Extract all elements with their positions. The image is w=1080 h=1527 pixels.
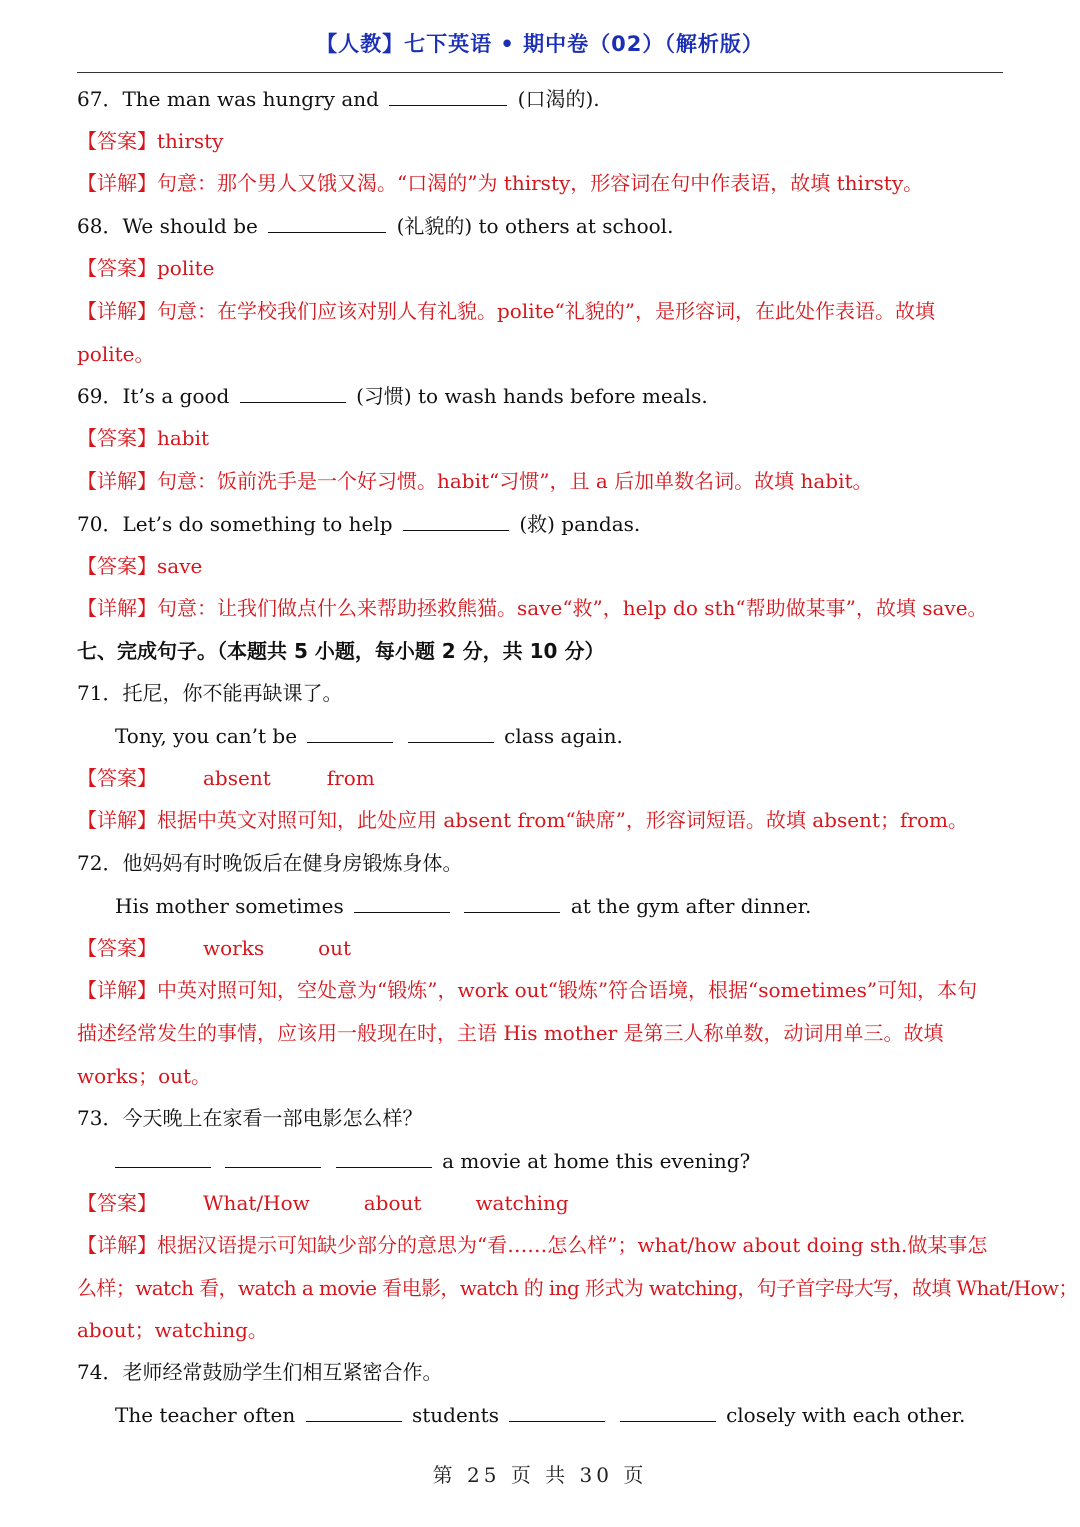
answer-blank (389, 85, 507, 106)
answer-tag: 【答案】 (77, 766, 157, 790)
detail-71: 【详解】根据中英文对照可知，此处应用 absent from“缺席”，形容词短语。故填 absent；from。 (77, 808, 968, 832)
question-text: 70．Let’s do something to help (77, 512, 393, 536)
question-text: 69．It’s a good (77, 384, 230, 408)
answer-blank (408, 722, 494, 743)
answer-69 (77, 423, 1007, 453)
detail-72-line3: works；out。 (77, 1064, 212, 1088)
detail-73-line2: 么样；watch 看，watch a movie 看电影，watch 的 ing 形式为 watching，句子首字母大写，故填 What/How； (77, 1276, 1078, 1300)
answer-blank (115, 1147, 211, 1168)
detail-73-line1: 【详解】根据汉语提示可知缺少部分的意思为“看……怎么样”；what/how about doing sth.做某事怎 (77, 1233, 988, 1257)
answer-blank (620, 1401, 716, 1422)
detail-73-line3: about；watching。 (77, 1318, 268, 1342)
detail-68-line1: 【详解】句意：在学校我们应该对别人有礼貌。polite“礼貌的”，是形容词，在此处作表语。故填 (77, 299, 935, 323)
answer-70 (77, 551, 1007, 581)
question-72-english (115, 891, 1045, 921)
question-text: (救) pandas. (519, 512, 641, 536)
page-header-title: 【人教】七下英语 • 期中卷（02）（解析版） (316, 32, 764, 56)
answer-73 (77, 1188, 1007, 1218)
question-text: 67．The man was hungry and (77, 87, 379, 111)
header-divider (77, 72, 1003, 73)
question-text: The teacher often (115, 1403, 296, 1427)
question-73-chinese: 73．今天晚上在家看一部电影怎么样？ (77, 1106, 423, 1130)
answer-text: What/How (203, 1191, 310, 1215)
answer-71 (77, 763, 1007, 793)
answer-68 (77, 253, 1007, 283)
answer-text: save (157, 554, 203, 578)
answer-blank (354, 892, 450, 913)
answer-tag: 【答案】 (77, 426, 157, 450)
question-text: 68．We should be (77, 214, 258, 238)
question-text: at the gym after dinner. (570, 894, 812, 918)
detail-72-line2: 描述经常发生的事情，应该用一般现在时，主语 His mother 是第三人称单数，动词用单三。故填 (77, 1021, 944, 1045)
question-69 (77, 381, 1007, 411)
answer-67 (77, 126, 1007, 156)
detail-69: 【详解】句意：饭前洗手是一个好习惯。habit“习惯”，且 a 后加单数名词。故填 habit。 (77, 469, 873, 493)
page-footer: 第 25 页 共 30 页 (432, 1463, 648, 1487)
question-text: class again. (504, 724, 623, 748)
question-text: students (411, 1403, 499, 1427)
answer-text: from (326, 766, 375, 790)
answer-tag: 【答案】 (77, 129, 157, 153)
answer-tag: 【答案】 (77, 1191, 157, 1215)
answer-72 (77, 933, 1007, 963)
answer-text: works (203, 936, 265, 960)
answer-blank (306, 1401, 402, 1422)
question-text: (习惯) to wash hands before meals. (356, 384, 708, 408)
answer-blank (268, 212, 386, 233)
answer-blank (464, 892, 560, 913)
answer-tag: 【答案】 (77, 256, 157, 280)
answer-blank (403, 510, 509, 531)
detail-68-line2: polite。 (77, 342, 155, 366)
answer-text: absent (203, 766, 271, 790)
question-74-english (115, 1400, 1045, 1430)
question-68 (77, 211, 1007, 241)
answer-text: thirsty (157, 129, 224, 153)
answer-blank (240, 382, 346, 403)
question-text: closely with each other. (726, 1403, 966, 1427)
question-71-chinese: 71．托尼，你不能再缺课了。 (77, 681, 343, 705)
detail-67: 【详解】句意：那个男人又饿又渴。“口渴的”为 thirsty，形容词在句中作表语，故填 thirsty。 (77, 171, 924, 195)
question-67 (77, 84, 1007, 114)
answer-blank (336, 1147, 432, 1168)
answer-tag: 【答案】 (77, 554, 157, 578)
answer-tag: 【答案】 (77, 936, 157, 960)
answer-blank (225, 1147, 321, 1168)
question-72-chinese: 72．他妈妈有时晚饭后在健身房锻炼身体。 (77, 851, 463, 875)
question-73-english (115, 1146, 1045, 1176)
answer-text: out (318, 936, 352, 960)
question-text: (口渴的). (517, 87, 600, 111)
section-heading: 七、完成句子。（本题共 5 小题，每小题 2 分，共 10 分） (77, 639, 605, 663)
answer-blank (509, 1401, 605, 1422)
question-text: a movie at home this evening? (442, 1149, 751, 1173)
detail-70: 【详解】句意：让我们做点什么来帮助拯救熊猫。save“救”，help do sth“帮助做某事”，故填 save。 (77, 596, 988, 620)
answer-text: about (363, 1191, 422, 1215)
question-71-english (115, 721, 1045, 751)
question-text: Tony, you can’t be (115, 724, 298, 748)
detail-72-line1: 【详解】中英对照可知，空处意为“锻炼”，work out“锻炼”符合语境，根据“sometimes”可知，本句 (77, 978, 978, 1002)
answer-text: polite (157, 256, 215, 280)
answer-text: watching (475, 1191, 569, 1215)
question-74-chinese: 74．老师经常鼓励学生们相互紧密合作。 (77, 1360, 443, 1384)
question-text: His mother sometimes (115, 894, 344, 918)
answer-blank (307, 722, 393, 743)
answer-text: habit (157, 426, 210, 450)
question-70 (77, 509, 1007, 539)
question-text: (礼貌的) to others at school. (396, 214, 674, 238)
